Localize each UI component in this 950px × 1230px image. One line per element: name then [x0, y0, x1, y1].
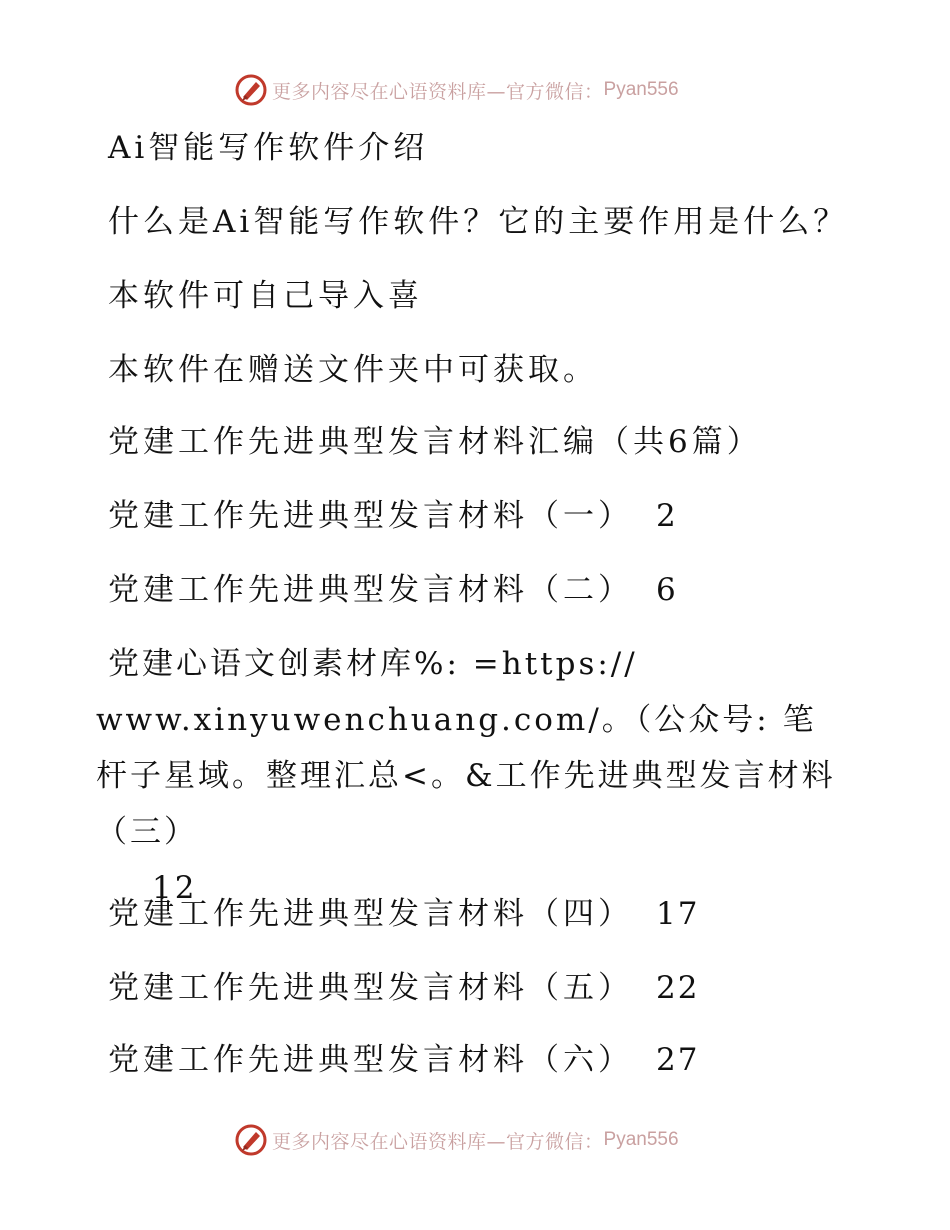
paragraph-body: www.xinyuwenchuang.com/。（公众号: 笔杆子星域。整理汇总<。&工作先进典型发言材料（三）	[96, 702, 836, 850]
toc-entry-title: 党建工作先进典型发言材料（五）	[108, 970, 633, 1006]
footer-banner	[234, 1122, 679, 1158]
toc-entry-title: 党建工作先进典型发言材料（一）	[108, 498, 633, 534]
banner-text: 更多内容尽在心语资料库—官方微信：	[272, 80, 604, 103]
watermark-paragraph	[96, 636, 836, 916]
toc-entry-page: 2	[656, 498, 678, 534]
question-line: 什么是Ai智能写作软件？它的主要作用是什么？	[108, 204, 849, 240]
section-heading: 党建工作先进典型发言材料汇编（共6篇）	[108, 424, 762, 460]
toc-entry-page: 6	[656, 572, 678, 608]
banner-wechat-id: Pyan556	[603, 1129, 679, 1150]
banner-wechat-id: Pyan556	[603, 79, 679, 100]
header-banner	[234, 72, 679, 108]
document-title: Ai智能写作软件介绍	[108, 130, 429, 166]
toc-entry-title: 党建工作先进典型发言材料（六）	[108, 1042, 633, 1078]
toc-entry-page: 22	[656, 970, 700, 1006]
paragraph-first-line: 党建心语文创素材库%: =https://	[108, 646, 638, 682]
toc-entry-page: 12	[152, 870, 198, 906]
text-line: 本软件在赠送文件夹中可获取。	[108, 352, 598, 388]
logo-icon	[234, 1123, 268, 1157]
toc-entry-title: 党建工作先进典型发言材料（二）	[108, 572, 633, 608]
banner-text: 更多内容尽在心语资料库—官方微信：	[272, 1130, 604, 1153]
toc-entry-page: 27	[656, 1042, 700, 1078]
text-line: 本软件可自己导入喜	[108, 278, 423, 314]
toc-entry-page: 17	[656, 896, 700, 932]
toc-entry-title: 党建工作先进典型发言材料（四）	[108, 896, 633, 932]
logo-icon	[234, 73, 268, 107]
